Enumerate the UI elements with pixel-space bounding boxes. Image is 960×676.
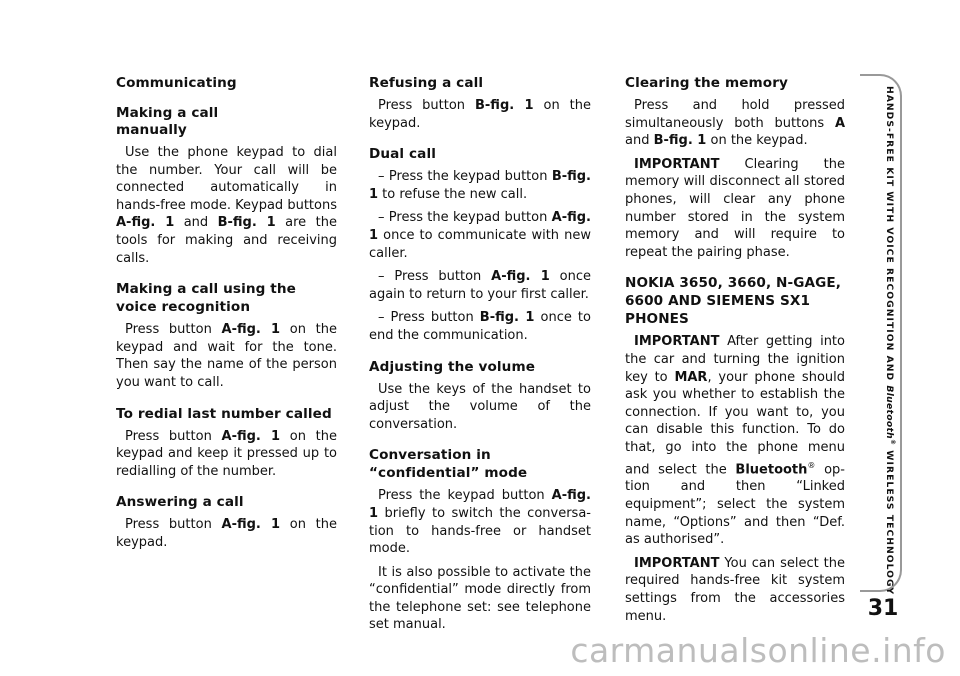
side-tab-title xyxy=(882,86,898,596)
text: briefly to switch the conversation to hands-free or handset mode. xyxy=(369,505,591,557)
side-text-part: WIRELESS TECHNOLOGY xyxy=(883,446,895,596)
text: Clearing the memory will disconnect all stored phones, will clear any phone number stored in the system memory and will require to repeat the pairing phase. xyxy=(625,156,845,260)
button-ref: A-fig. 1 xyxy=(221,322,281,338)
text: option and then “Linked equipment”; select the system name, “Options” and then “Def. as authorised”. xyxy=(625,461,845,548)
column-left xyxy=(116,74,337,558)
text: Press the keypad button xyxy=(378,488,552,504)
registered-mark: ® xyxy=(807,460,816,470)
heading-volume: Adjusting the volume xyxy=(369,358,536,375)
side-text-part: HANDS-FREE KIT WITH VOICE RECOGNITION AND xyxy=(883,86,895,386)
text: After getting into the car and turning the ignition key to xyxy=(625,334,845,385)
button-ref: A-fig. 1 xyxy=(369,210,591,243)
text: – Press the keypad button xyxy=(378,210,552,226)
button-ref: A-fig. 1 xyxy=(221,428,281,444)
text: on the keypad and keep it pressed up to redialling of the number. xyxy=(116,428,337,479)
heading-clearing-memory: Clearing the memory xyxy=(625,75,789,91)
text: once again to return to your first caller. xyxy=(369,269,591,302)
button-ref: A-fig. 1 xyxy=(221,517,281,533)
text: to refuse the new call. xyxy=(378,186,528,202)
text: on the keypad. xyxy=(706,133,808,149)
text: Press and hold pressed simultaneously both buttons xyxy=(625,98,845,131)
text: once to communicate with new caller. xyxy=(369,227,591,261)
heading-part: manually xyxy=(116,122,187,138)
text: on the keypad. xyxy=(369,98,592,131)
paragraph-answering xyxy=(116,516,337,551)
important-label: IMPORTANT xyxy=(634,334,720,350)
text: Use the phone keypad to dial the number. Your call will be connected automatically in hands-free mode. Keypad buttons xyxy=(116,145,337,213)
paragraph-nokia-1 xyxy=(625,333,845,548)
text: – Press the keypad button xyxy=(378,169,552,185)
heading-dual-call: Dual call xyxy=(369,146,436,163)
button-ref: B-fig. 1 xyxy=(653,133,707,149)
paragraph-clearing-2 xyxy=(625,156,845,262)
paragraph-clearing-1 xyxy=(625,97,845,150)
button-ref: A xyxy=(834,115,845,131)
heading-part: Making a call xyxy=(116,105,219,121)
button-ref: B-fig. 1 xyxy=(475,98,534,113)
text: on the keypad. xyxy=(116,517,337,550)
button-ref: B-fig. 1 xyxy=(369,169,591,202)
side-tab-label xyxy=(883,86,896,596)
bluetooth-word: Bluetooth xyxy=(735,461,808,477)
text: Press button xyxy=(125,517,222,533)
heading-making-call-manually xyxy=(116,105,337,139)
paragraph-dual-2 xyxy=(369,209,591,262)
column-middle xyxy=(369,74,591,640)
text: are the tools for making and receiving calls. xyxy=(116,215,337,266)
paragraph-dual-3 xyxy=(369,268,591,303)
heading-answering: Answering a call xyxy=(116,494,244,511)
text: – Press button xyxy=(378,269,492,285)
text: Press button xyxy=(378,98,475,113)
text: on the keypad and wait for the tone. Then say the name of the person you want to call. xyxy=(116,322,337,390)
heading-confidential: Conversation in “confidential” mode xyxy=(369,447,528,482)
button-ref: A-fig. 1 xyxy=(369,488,591,521)
important-label: IMPORTANT xyxy=(634,156,720,172)
heading-voice-recognition: Making a call using the voice recognition xyxy=(116,281,296,316)
column-right xyxy=(625,74,845,631)
text: Press button xyxy=(125,428,222,444)
heading-communicating: Communicating xyxy=(116,75,237,91)
text: You can select the required hands-free kit system settings from the accessories menu. xyxy=(625,555,845,624)
button-ref: B-fig. 1 xyxy=(217,215,276,231)
paragraph-refusing xyxy=(369,97,591,132)
text: – Press button xyxy=(378,310,480,326)
key-position: MAR xyxy=(674,369,708,385)
text: Press button xyxy=(125,322,222,338)
button-ref: B-fig. 1 xyxy=(479,310,535,326)
text: and xyxy=(174,215,218,231)
heading-redial: To redial last number called xyxy=(116,405,332,422)
heading-refusing: Refusing a call xyxy=(369,75,484,91)
watermark: carmanualsonline.info xyxy=(570,631,946,670)
text: and xyxy=(625,133,654,149)
important-label: IMPORTANT xyxy=(634,555,720,571)
paragraph-dual-4 xyxy=(369,309,591,344)
button-ref: A-fig. 1 xyxy=(116,215,175,231)
paragraph-confidential-1 xyxy=(369,487,591,557)
page-number: 31 xyxy=(867,596,899,621)
text: , your phone should ask you whether to establish the connection. If you want to, you can disable this function. To do that, go into the phone menu and select the xyxy=(625,369,845,477)
heading-nokia-siemens: NOKIA 3650, 3660, N-GAGE, 6600 AND SIEMENS SX1 PHONES xyxy=(625,275,842,328)
paragraph-confidential-2: It is also possible to activate the “confidential” mode directly from the telephone set: see telephone set manual. xyxy=(369,564,591,633)
button-ref: A-fig. 1 xyxy=(491,269,550,285)
paragraph-manual xyxy=(116,144,337,267)
paragraph-voice xyxy=(116,321,337,391)
side-registered-mark: ® xyxy=(889,439,896,447)
paragraph-volume: Use the keys of the handset to adjust the volume of the conversation. xyxy=(369,381,591,432)
paragraph-dual-1 xyxy=(369,168,591,203)
text: once to end the communication. xyxy=(369,310,591,343)
paragraph-nokia-2 xyxy=(625,555,845,625)
paragraph-redial xyxy=(116,428,337,481)
side-text-bluetooth: Bluetooth xyxy=(883,385,895,439)
